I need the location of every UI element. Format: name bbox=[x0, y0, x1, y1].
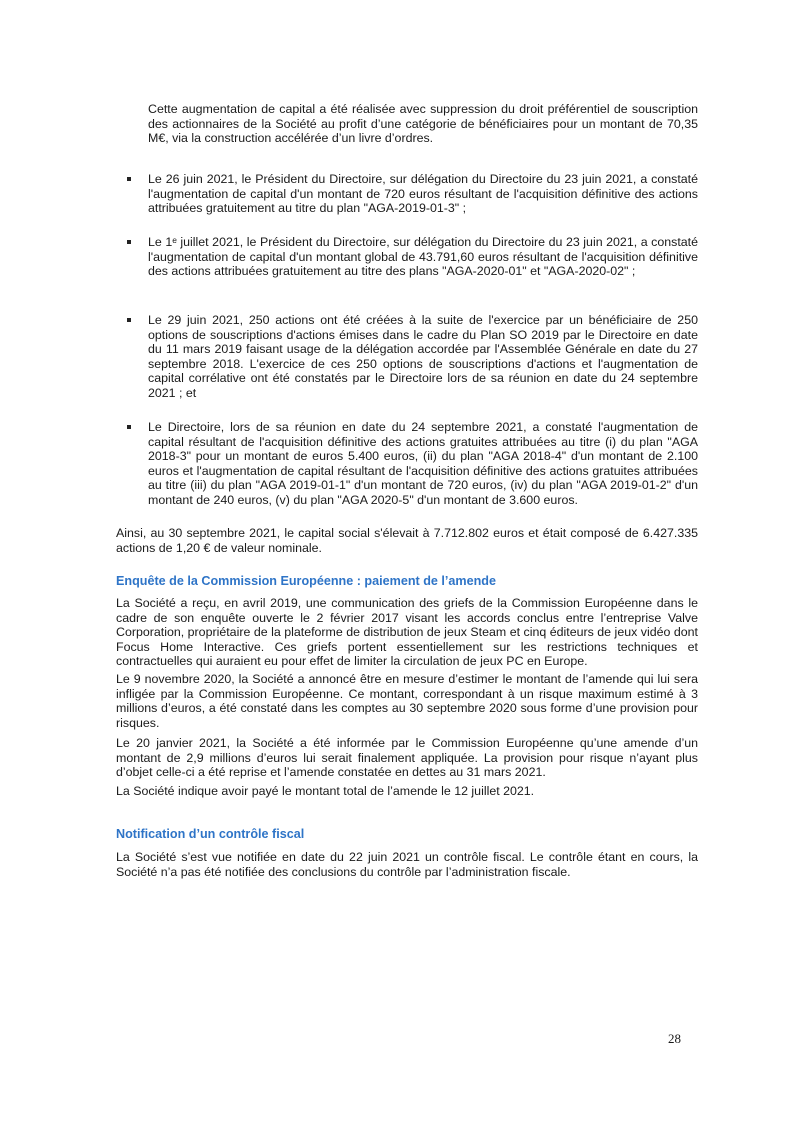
bullet-text: Le 29 juin 2021, 250 actions ont été créées à la suite de l'exercice par un bénéficiaire de 250 options de souscriptions d'actions émises dans le cadre du Plan SO 2019 par le Directoire en date du 11 mars 2019 faisant usage de la délégation accordée par l'Assemblée Générale en date du 27 septembre 2018. L'exercice de ces 250 options de souscriptions d'actions et l'augmentation de capital corrélative ont été constatés par le Directoire lors de sa réunion en date du 24 septembre 2021 ; et bbox=[148, 313, 698, 400]
bullet-item bbox=[127, 172, 698, 216]
bullet-text: Le Directoire, lors de sa réunion en date du 24 septembre 2021, a constaté l'augmentation de capital résultant de l'acquisition définitive des actions gratuites attribuées au titre (i) du plan "AGA 2018-3" pour un montant de euros 5.400 euros, (ii) du plan "AGA 2018-4" d'un montant de 2.100 euros et l'augmentation de capital résultant de l'acquisition définitive des actions gratuites attribuées au titre (iii) du plan "AGA 2019-01-1" d'un montant de 720 euros, (iv) du plan "AGA 2019-01-2" d'un montant de 240 euros, (v) du plan "AGA 2020-5" d'un montant de 3.600 euros. bbox=[148, 420, 698, 507]
bullet-item bbox=[127, 420, 698, 508]
section-heading-fiscal: Notification d’un contrôle fiscal bbox=[116, 827, 305, 841]
commission-paragraph-3: Le 20 janvier 2021, la Société a été informée par le Commission Européenne qu’une amende d’un montant de 2,9 millions d’euros lui serait finalement appliquée. La provision pour risque n’ayant plus d’objet celle-ci a été reprise et l’amende constatée en dettes au 31 mars 2021. bbox=[116, 736, 698, 780]
bullet-text: Le 1ᵉ juillet 2021, le Président du Directoire, sur délégation du Directoire du 23 juin 2021, a constaté l'augmentation de capital d'un montant global de 43.791,60 euros résultant de l'acquisition définitive des actions attribuées gratuitement au titre des plans "AGA-2020-01" et "AGA-2020-02" ; bbox=[148, 235, 698, 279]
bullet-marker-icon bbox=[127, 425, 131, 429]
commission-paragraph-2: Le 9 novembre 2020, la Société a annoncé être en mesure d’estimer le montant de l’amende qui lui sera infligée par la Commission Européenne. Ce montant, correspondant à un risque maximum estimé à 3 millions d’euros, a été constaté dans les comptes au 30 septembre 2020 sous forme d’une provision pour risques. bbox=[116, 672, 698, 730]
fiscal-paragraph: La Société s’est vue notifiée en date du 22 juin 2021 un contrôle fiscal. Le contrôle étant en cours, la Société n’a pas été notifiée des conclusions du contrôle par l’administration fiscale. bbox=[116, 850, 698, 879]
bullet-item bbox=[127, 235, 698, 279]
bullet-marker-icon bbox=[127, 318, 131, 322]
bullet-text: Le 26 juin 2021, le Président du Directoire, sur délégation du Directoire du 23 juin 2021, a constaté l'augmentation de capital d'un montant de 720 euros résultant de l'acquisition définitive des actions attribuées gratuitement au titre du plan "AGA-2019-01-3" ; bbox=[148, 172, 698, 216]
page-number: 28 bbox=[668, 1031, 681, 1046]
intro-paragraph: Cette augmentation de capital a été réalisée avec suppression du droit préférentiel de souscription des actionnaires de la Société au profit d’une catégorie de bénéficiaires pour un montant de 70,35 M€, via la construction accélérée d’un livre d’ordres. bbox=[148, 102, 698, 146]
section-heading-commission: Enquête de la Commission Européenne : paiement de l’amende bbox=[116, 574, 496, 588]
bullet-marker-icon bbox=[127, 240, 131, 244]
capital-paragraph: Ainsi, au 30 septembre 2021, le capital social s'élevait à 7.712.802 euros et était composé de 6.427.335 actions de 1,20 € de valeur nominale. bbox=[116, 526, 698, 555]
commission-paragraph-1: La Société a reçu, en avril 2019, une communication des griefs de la Commission Européenne dans le cadre de son enquête ouverte le 2 février 2017 visant les accords conclus entre l’entreprise Valve Corporation, propriétaire de la plateforme de distribution de jeux Steam et cinq éditeurs de jeux vidéo dont Focus Home Interactive. Ces griefs portent essentiellement sur les restrictions techniques et contractuelles qui auraient eu pour effet de limiter la circulation de jeux PC en Europe. bbox=[116, 596, 698, 669]
bullet-item bbox=[127, 313, 698, 401]
commission-paragraph-4: La Société indique avoir payé le montant total de l’amende le 12 juillet 2021. bbox=[116, 784, 535, 798]
bullet-marker-icon bbox=[127, 177, 131, 181]
